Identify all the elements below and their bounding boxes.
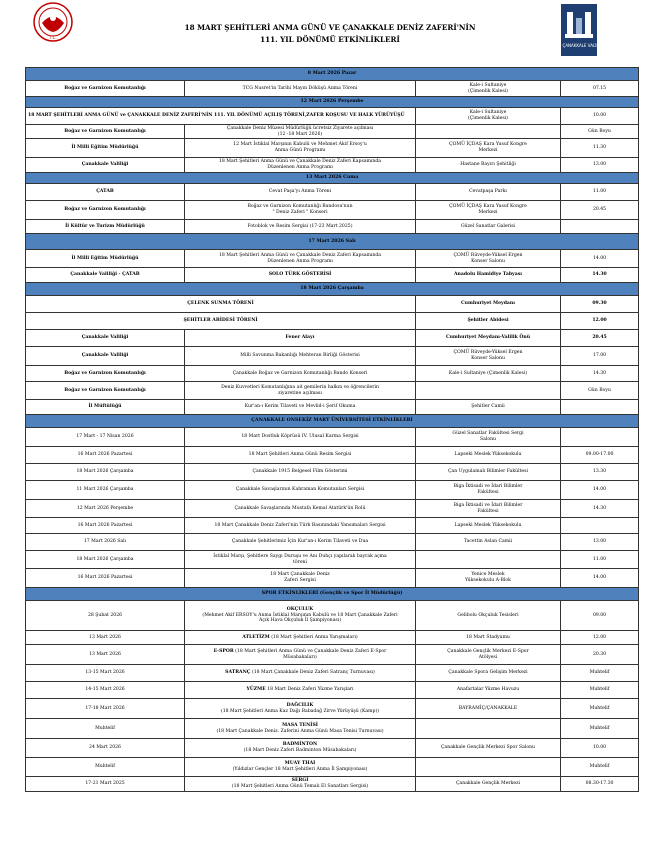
event-row (26, 631, 639, 645)
event-venue: Kale-i Sultaniye (Çimenlik Kalesi) (416, 81, 561, 97)
event-row (26, 347, 639, 366)
title-line-2: 111. YIL DÖNÜMÜ ETKİNLİKLERİ (260, 35, 400, 44)
section-header (26, 283, 639, 296)
event-venue: Tacettin Aslan Camii (416, 534, 561, 551)
event-venue: Çan Uygulamalı Bilimler Fakültesi (416, 464, 561, 481)
event-venue: Anafartalar Yüzme Havuzu (416, 682, 561, 699)
event-description: E-SPOR (18 Mart Şehitleri Anma Günü ve Çanakkale Deniz Zaferi E-Spor Müsabakaları) (185, 645, 416, 665)
document-header (0, 0, 665, 64)
event-time: 14.00 (561, 250, 639, 268)
event-time (561, 400, 639, 415)
section-header (26, 97, 639, 108)
event-row (26, 777, 639, 792)
event-description: OKÇULUK (Mehmet Akif ERSOY'u Anma İstiklal Marşının Kabulü ve 18 Mart Çanakkale Zaferi Açık Hava Okçuluk İl Şampiyonası) (185, 601, 416, 631)
event-row (26, 739, 639, 758)
event-time: 09.00 (561, 601, 639, 631)
event-time: 17.00 (561, 347, 639, 366)
document-title (120, 22, 540, 46)
event-row (26, 551, 639, 569)
section-header (26, 234, 639, 250)
section-header (26, 68, 639, 81)
event-organizer: 11 Mart 2026 Çarşamba (26, 481, 185, 500)
title-line-1: 18 MART ŞEHİTLERİ ANMA GÜNÜ VE ÇANAKKALE DENİZ ZAFERİ'NİN (184, 23, 476, 32)
event-description: 18 Mart Şehitleri Anma Günü ve Çanakkale Deniz Zaferi Kapsamında Düzenlenen Anma Programı (185, 158, 416, 173)
event-row (26, 645, 639, 665)
event-organizer: 13 Mart 2026 (26, 631, 185, 645)
event-venue: ÇOMÜ Rüveyde-Yüksel Ergen Konser Salonu (416, 250, 561, 268)
event-time: 14.30 (561, 366, 639, 382)
event-organizer: 17-18 Mart 2026 (26, 699, 185, 719)
section-title: 18 Mart 2026 Çarşamba (26, 283, 639, 296)
event-venue: Şehitler Camii (416, 400, 561, 415)
event-row (26, 81, 639, 97)
event-organizer: 14-15 Mart 2026 (26, 682, 185, 699)
event-description: Fotoblok ve Resim Sergisi (17-23 Mart 2025) (185, 220, 416, 234)
event-venue: Gelibolu Okçuluk Tesisleri (416, 601, 561, 631)
event-time: 11.00 (561, 184, 639, 201)
event-time: 14.30 (561, 500, 639, 518)
event-time: 13.00 (561, 158, 639, 173)
event-description: 18 Mart Dostluk Köprüsü IV. Ulusal Karma Sergisi (185, 428, 416, 447)
event-organizer: Çanakkale Valiliği (26, 158, 185, 173)
event-description: MUAY THAI (Yıldızlar Gençler 18 Mart Şehitleri Anma İl Şampiyonası) (185, 758, 416, 777)
event-time: Muhtelif (561, 758, 639, 777)
event-time: 10.00 (561, 108, 639, 125)
event-description: YÜZME 18 Mart Deniz Zaferi Yüzme Yarışları (185, 682, 416, 699)
event-venue (416, 382, 561, 400)
event-row (26, 201, 639, 220)
event-venue: Çanakkale Gençlik Merkezi Spor Salonu (416, 739, 561, 758)
event-row (26, 569, 639, 588)
event-row (26, 400, 639, 415)
event-organizer: 17 Mart 2026 Salı (26, 534, 185, 551)
event-time: Muhtelif (561, 719, 639, 739)
event-row (26, 296, 639, 313)
event-row (26, 464, 639, 481)
event-venue: Biga İktisadi ve İdari Bilimler Fakültesi (416, 481, 561, 500)
event-organizer: Boğaz ve Garnizon Komutanlığı (26, 81, 185, 97)
event-organizer: Boğaz ve Garnizon Komutanlığı (26, 382, 185, 400)
event-time: 11.30 (561, 139, 639, 158)
event-venue: Kale-i Sultaniye (Çimenlik Kalesi) (416, 366, 561, 382)
svg-text:T.C. ÇANAKKALE VALİLİĞİ: T.C. ÇANAKKALE VALİLİĞİ (553, 43, 605, 48)
event-time (561, 220, 639, 234)
event-organizer: Çanakkale Valiliği (26, 330, 185, 347)
event-row (26, 481, 639, 500)
event-venue: BAYRAMİÇ/ÇANAKKALE (416, 699, 561, 719)
event-time: 14.00 (561, 569, 639, 588)
event-row (26, 158, 639, 173)
event-organizer: ŞEHİTLER ABİDESİ TÖRENİ (26, 313, 416, 330)
event-row (26, 250, 639, 268)
event-time: 20.30 (561, 645, 639, 665)
event-description: SOLO TÜRK GÖSTERİSİ (185, 268, 416, 283)
event-organizer: Boğaz ve Garnizon Komutanlığı (26, 201, 185, 220)
event-organizer: Boğaz ve Garnizon Komutanlığı (26, 125, 185, 139)
event-organizer: İl Milli Eğitim Müdürlüğü (26, 250, 185, 268)
event-row (26, 382, 639, 400)
event-venue: Şehitler Abidesi (416, 313, 561, 330)
event-organizer: Çanakkale Valiliği (26, 347, 185, 366)
event-description: Çanakkale Savaşlarının Kahraman Komutanları Sergisi (185, 481, 416, 500)
event-venue: Kale-i Sultaniye (Çimenlik Kalesi) (416, 108, 561, 125)
section-header (26, 588, 639, 601)
event-venue: 18 Mart Stadyumu (416, 631, 561, 645)
event-description: SATRANÇ (18 Mart Çanakkale Deniz Zaferi Satranç Turnuvası) (185, 665, 416, 682)
event-description: Çanakkale Boğaz ve Garnizon Komutanlığı Bando Konseri (185, 366, 416, 382)
event-time: Muhtelif (561, 682, 639, 699)
event-venue (416, 125, 561, 139)
event-description: 18 Mart Şehitleri Anma Günü ve Çanakkale Deniz Zaferi Kapsamında Düzenlenen Anma Programı (185, 250, 416, 268)
event-time: Muhtelif (561, 699, 639, 719)
event-description: Deniz Kuvvetleri Komutanlığına ait gemilerin halkın ve öğrencilerin ziyaretine açılması (185, 382, 416, 400)
event-row (26, 601, 639, 631)
event-venue: Cumhuriyet Meydanı-Valilik Önü (416, 330, 561, 347)
event-time: 11.00 (561, 551, 639, 569)
event-row (26, 518, 639, 534)
svg-text:T.C.: T.C. (49, 35, 57, 40)
event-row (26, 500, 639, 518)
event-description: DAĞCILIK (18 Mart Şehitleri Anma Kaz Dağı Babadağ Zirve Yürüyüşü (Kamp)) (185, 699, 416, 719)
event-organizer: 17-21 Mart 2025 (26, 777, 185, 792)
event-row (26, 758, 639, 777)
event-organizer: 18 MART ŞEHİTLERİ ANMA GÜNÜ ve ÇANAKKALE DENİZ ZAFERİ'NİN 111. YIL DÖNÜMÜ AÇILIŞ TÖRENİ,ZAFER KOŞUSU VE HALK YÜRÜYÜŞÜ (26, 108, 416, 125)
event-description: Çanakkale Şehitlerimiz İçin Kur'an-ı Kerim Tilaveti ve Dua (185, 534, 416, 551)
event-description: ATLETİZM (18 Mart Şehitleri Anma Yarışmaları) (185, 631, 416, 645)
event-row (26, 268, 639, 283)
event-time: 12.00 (561, 631, 639, 645)
event-venue: Lapseki Meslek Yüksekokulu (416, 447, 561, 464)
event-row (26, 665, 639, 682)
event-time: 09.30 (561, 296, 639, 313)
event-row (26, 125, 639, 139)
event-description: SERGİ (18 Mart Şehitleri Anma Günü Temalı El Sanatları Sergisi) (185, 777, 416, 792)
event-description: TCG Nusret'in Tarihi Mayın Döküşü Anma Töreni (185, 81, 416, 97)
event-row (26, 108, 639, 125)
event-row (26, 139, 639, 158)
section-title: 8 Mart 2026 Pazar (26, 68, 639, 81)
event-organizer: İl Kültür ve Turizm Müdürlüğü (26, 220, 185, 234)
event-time: Gün Boyu (561, 382, 639, 400)
event-description: Çanakkale Savaşlarında Mustafa Kemal Atatürk'ün Rolü (185, 500, 416, 518)
event-organizer: 13 Mart 2026 (26, 645, 185, 665)
event-time: 10.00 (561, 739, 639, 758)
event-time: 13.30 (561, 464, 639, 481)
event-organizer: 16 Mart 2026 Pazartesi (26, 569, 185, 588)
event-description: 18 Mart Çanakkale Deniz Zaferi Sergisi (185, 569, 416, 588)
event-time: 08.30-17.30 (561, 777, 639, 792)
event-row (26, 682, 639, 699)
event-description: Çanakkale Deniz Müzesi Müdürlüğü ücretsiz Ziyarete açılması (12 -18 Mart 2026) (185, 125, 416, 139)
event-time: 12.00 (561, 313, 639, 330)
section-header (26, 415, 639, 428)
event-description: 12 Mart İstiklal Marşının Kabulü ve Mehmet Akif Ersoy'u Anma Günü Programı (185, 139, 416, 158)
event-organizer: ÇELENK SUNMA TÖRENİ (26, 296, 416, 313)
event-description: Kur'an-ı Kerim Tilaveti ve Mevlid-i Şerif Okuma (185, 400, 416, 415)
event-row (26, 699, 639, 719)
event-venue: ÇOMÜ Rüveyde-Yüksel Ergen Konser Salonu (416, 347, 561, 366)
event-organizer: 18 Mart 2026 Çarşamba (26, 464, 185, 481)
event-row (26, 447, 639, 464)
event-organizer: 16 Mart 2026 Pazartesi (26, 518, 185, 534)
event-venue: Güzel Sanatlar Galerisi (416, 220, 561, 234)
event-venue: Lapseki Meslek Yüksekokulu (416, 518, 561, 534)
event-organizer: 24 Mart 2026 (26, 739, 185, 758)
event-time: 14.30 (561, 268, 639, 283)
event-time: 14.00 (561, 481, 639, 500)
event-organizer: Muhtelif (26, 719, 185, 739)
event-venue: Hastane Bayırı Şehitliği (416, 158, 561, 173)
event-venue: Yenice Meslek Yüksekokulu A-Blok (416, 569, 561, 588)
event-description: Fener Alayı (185, 330, 416, 347)
event-organizer: Çanakkale Valiliği - ÇATAB (26, 268, 185, 283)
event-row (26, 719, 639, 739)
event-venue: ÇOMÜ İÇDAŞ Kara Yusuf Kongre Merkezi (416, 201, 561, 220)
event-description: BADMİNTON (18 Mart Deniz Zaferi Badminton Müsabakaları) (185, 739, 416, 758)
ministry-logo-icon (33, 2, 73, 42)
event-description: Çanakkale 1915 Belgesel Film Gösterimi (185, 464, 416, 481)
event-organizer: 16 Mart 2026 Pazartesi (26, 447, 185, 464)
event-description: Boğaz ve Garnizon Komutanlığı Bandosu'nun " Deniz Zaferi " Konseri (185, 201, 416, 220)
event-row (26, 428, 639, 447)
section-title: 12 Mart 2026 Perşembe (26, 97, 639, 108)
event-organizer: 17 Mart - 17 Nisan 2026 (26, 428, 185, 447)
section-title: ÇANAKKALE ONSEKİZ MART ÜNİVERSİTESİ ETKİNLİKLERİ (26, 415, 639, 428)
event-organizer: ÇATAB (26, 184, 185, 201)
event-time: Gün Boyu (561, 125, 639, 139)
event-time: Muhtelif (561, 665, 639, 682)
event-venue: Güzel Sanatlar Fakültesi Sergi Salonu (416, 428, 561, 447)
event-venue: Çanakkale Spora Gelişim Merkezi (416, 665, 561, 682)
event-venue: Cevatpaşa Parkı (416, 184, 561, 201)
event-row (26, 534, 639, 551)
event-description: 18 Mart Şehitleri Anma Günü Resim Sergisi (185, 447, 416, 464)
event-organizer: Muhtelif (26, 758, 185, 777)
event-row (26, 313, 639, 330)
event-organizer: 13-15 Mart 2026 (26, 665, 185, 682)
events-table (25, 67, 639, 792)
event-row (26, 330, 639, 347)
event-description: Milli Savunma Bakanlığı Mehteran Birliği Gösterisi (185, 347, 416, 366)
event-organizer: İl Milli Eğitim Müdürlüğü (26, 139, 185, 158)
event-description: MASA TENİSİ (18 Mart Çanakkale Deniz. Zaferini Anma Günü Masa Tenisi Turnuvası) (185, 719, 416, 739)
event-time: 07.15 (561, 81, 639, 97)
event-row (26, 220, 639, 234)
event-venue: Çanakkale Gençlik Merkezi E-Spor Atölyesi (416, 645, 561, 665)
event-description: Cevat Paşa'yı Anma Töreni (185, 184, 416, 201)
event-time: 13.00 (561, 534, 639, 551)
event-venue: Anadolu Hamidiye Tabyası (416, 268, 561, 283)
event-venue: Cumhuriyet Meydanı (416, 296, 561, 313)
section-title: 13 Mart 2026 Cuma (26, 173, 639, 184)
event-organizer: İl Müftülüğü (26, 400, 185, 415)
event-description: İstiklal Marşı, Şehitlere Saygı Duruşu ve Anı Duhçı yapılarak bayrak açma töreni (185, 551, 416, 569)
event-venue: ÇOMÜ İÇDAŞ Kara Yusuf Kongre Merkezi (416, 139, 561, 158)
event-time: 20.45 (561, 330, 639, 347)
event-venue: Çanakkale Gençlik Merkezi (416, 777, 561, 792)
event-venue (416, 758, 561, 777)
event-organizer: Boğaz ve Garnizon Komutanlığı (26, 366, 185, 382)
event-venue (416, 551, 561, 569)
event-time: 09.00-17.00 (561, 447, 639, 464)
section-header (26, 173, 639, 184)
section-title: SPOR ETKİNLİKLERİ (Gençlik ve Spor İl Müdürlüğü) (26, 588, 639, 601)
event-organizer: 28 Şubat 2026 (26, 601, 185, 631)
event-time: 20.45 (561, 201, 639, 220)
event-time (561, 428, 639, 447)
event-venue (416, 719, 561, 739)
event-time (561, 518, 639, 534)
event-row (26, 184, 639, 201)
event-organizer: 18 Mart 2026 Çarşamba (26, 551, 185, 569)
governorship-logo-icon (553, 4, 605, 56)
event-organizer: 12 Mart 2026 Perşembe (26, 500, 185, 518)
event-row (26, 366, 639, 382)
event-venue: Biga İktisadi ve İdari Bilimler Fakültesi (416, 500, 561, 518)
section-title: 17 Mart 2026 Salı (26, 234, 639, 250)
event-description: 18 Mart Çanakkale Deniz Zaferi'nin Türk Basınındaki Yansımaları Sergisi (185, 518, 416, 534)
